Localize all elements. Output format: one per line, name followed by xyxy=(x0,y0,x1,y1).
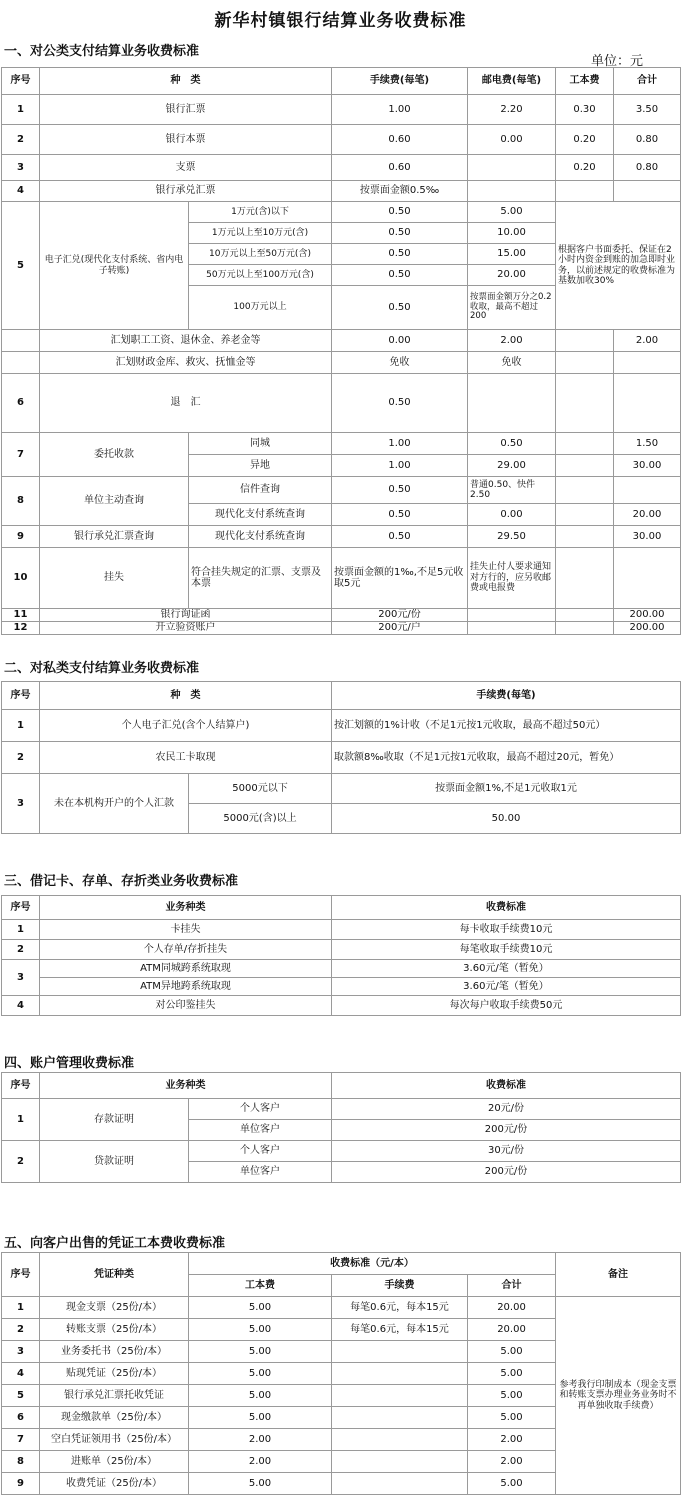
row-fee: 50.00 xyxy=(332,804,681,834)
row-sub: 5000元以下 xyxy=(189,774,332,804)
table-row xyxy=(2,774,681,804)
table-row xyxy=(2,996,681,1016)
row-cost xyxy=(556,330,614,352)
row-kind: 委托收款 xyxy=(40,433,189,477)
row-number: 9 xyxy=(2,526,40,548)
row-standard: 每卡收取手续费10元 xyxy=(332,920,681,940)
col-header-group: 收费标准（元/本） xyxy=(189,1253,556,1275)
row-number: 4 xyxy=(2,996,40,1016)
row-fee: 200元/份 xyxy=(332,609,468,622)
row-total: 200.00 xyxy=(614,622,681,635)
row-standard: 30元/份 xyxy=(332,1141,681,1162)
row-postage: 15.00 xyxy=(468,244,556,265)
table-row xyxy=(2,1141,681,1162)
row-fee: 取款额8‰收取（不足1元按1元收取，最高不超过20元，暂免） xyxy=(332,742,681,774)
table-header-row xyxy=(2,1073,681,1099)
col-header-fee: 手续费 xyxy=(332,1275,468,1297)
tier-range: 10万元以上至50万元(含) xyxy=(189,244,332,265)
row-postage xyxy=(468,374,556,433)
row-fee: 免收 xyxy=(332,352,468,374)
row-kind: 存款证明 xyxy=(40,1099,189,1141)
table-row xyxy=(2,940,681,960)
row-sub: 个人客户 xyxy=(189,1099,332,1120)
row-fee: 按汇划额的1%计收（不足1元按1元收取，最高不超过50元） xyxy=(332,710,681,742)
row-total: 3.50 xyxy=(614,95,681,125)
row-standard: 20元/份 xyxy=(332,1099,681,1120)
row-total: 1.50 xyxy=(614,433,681,455)
row-cost: 0.30 xyxy=(556,95,614,125)
row-cost xyxy=(556,455,614,477)
page-title: 新华村镇银行结算业务收费标准 xyxy=(214,11,467,31)
col-header-standard: 收费标准 xyxy=(332,1073,681,1099)
row-number: 2 xyxy=(2,742,40,774)
table-row xyxy=(2,622,681,635)
col-header-total: 合计 xyxy=(614,68,681,95)
row-kind: 对公印鉴挂失 xyxy=(40,996,332,1016)
row-cost: 5.00 xyxy=(189,1341,332,1363)
row-kind: 支票 xyxy=(40,155,332,181)
col-header-no: 序号 xyxy=(2,1073,40,1099)
row-number: 6 xyxy=(2,1407,40,1429)
row-kind: 卡挂失 xyxy=(40,920,332,940)
row-kind: 银行承兑汇票托收凭证 xyxy=(40,1385,189,1407)
row-total xyxy=(614,374,681,433)
row-fee xyxy=(332,1363,468,1385)
row-sub: 现代化支付系统查询 xyxy=(189,526,332,548)
table-row xyxy=(2,155,681,181)
row-cost: 0.20 xyxy=(556,125,614,155)
row-postage: 29.50 xyxy=(468,526,556,548)
row-kind: 贷款证明 xyxy=(40,1141,189,1183)
row-fee xyxy=(332,1429,468,1451)
row-number: 2 xyxy=(2,1319,40,1341)
row-sub: 信件查询 xyxy=(189,477,332,504)
account-fee-table xyxy=(1,1072,681,1183)
row-total xyxy=(614,181,681,202)
table-header-row xyxy=(2,896,681,920)
row-kind: 空白凭证领用书（25份/本） xyxy=(40,1429,189,1451)
col-header-cost: 工本费 xyxy=(189,1275,332,1297)
row-postage: 0.50 xyxy=(468,433,556,455)
row-number: 5 xyxy=(2,202,40,330)
row-kind: 挂失 xyxy=(40,548,189,609)
row-number: 2 xyxy=(2,940,40,960)
row-total: 5.00 xyxy=(468,1341,556,1363)
row-cost xyxy=(556,504,614,526)
table-header-row xyxy=(2,68,681,95)
row-postage xyxy=(468,622,556,635)
row-fee: 0.00 xyxy=(332,330,468,352)
row-fee: 0.50 xyxy=(332,374,468,433)
row-number: 3 xyxy=(2,1341,40,1363)
col-header-kind: 种 类 xyxy=(40,682,332,710)
row-fee: 0.60 xyxy=(332,125,468,155)
row-total: 2.00 xyxy=(614,330,681,352)
row-number: 2 xyxy=(2,125,40,155)
row-postage: 普通0.50、快件2.50 xyxy=(468,477,556,504)
row-cost xyxy=(556,433,614,455)
row-number: 1 xyxy=(2,1297,40,1319)
row-cost: 5.00 xyxy=(189,1319,332,1341)
row-number: 8 xyxy=(2,1451,40,1473)
row-cost xyxy=(556,609,614,622)
col-header-kind: 种 类 xyxy=(40,68,332,95)
col-header-postage: 邮电费(每笔) xyxy=(468,68,556,95)
row-total: 2.00 xyxy=(468,1429,556,1451)
row-number: 9 xyxy=(2,1473,40,1495)
table-row xyxy=(2,374,681,433)
row-kind: 贴现凭证（25份/本） xyxy=(40,1363,189,1385)
row-cost: 2.00 xyxy=(189,1429,332,1451)
row-total: 5.00 xyxy=(468,1385,556,1407)
row-cost: 5.00 xyxy=(189,1385,332,1407)
row-postage: 29.00 xyxy=(468,455,556,477)
row-number: 3 xyxy=(2,155,40,181)
col-header-no: 序号 xyxy=(2,682,40,710)
row-postage: 0.00 xyxy=(468,504,556,526)
row-total: 30.00 xyxy=(614,455,681,477)
row-number: 6 xyxy=(2,374,40,433)
table-row xyxy=(2,526,681,548)
row-number: 12 xyxy=(2,622,40,635)
remark-cell: 参考我行印制成本（现金支票和转账支票办理业务业务时不再单独收取手续费） xyxy=(556,1297,681,1495)
table-row xyxy=(2,920,681,940)
row-number: 10 xyxy=(2,548,40,609)
row-kind: 个人电子汇兑(含个人结算户) xyxy=(40,710,332,742)
row-fee: 0.50 xyxy=(332,202,468,223)
row-fee: 0.50 xyxy=(332,526,468,548)
section3-heading: 三、借记卡、存单、存折类业务收费标准 xyxy=(4,874,239,889)
table-row xyxy=(2,609,681,622)
table-row xyxy=(2,548,681,609)
row-total: 5.00 xyxy=(468,1363,556,1385)
section1-heading: 一、对公类支付结算业务收费标准 xyxy=(4,44,200,59)
row-standard: 3.60元/笔（暂免） xyxy=(332,960,681,978)
row-postage: 按票面金额万分之0.2收取，最高不超过200 xyxy=(468,286,556,330)
row-kind: 银行询证函 xyxy=(40,609,332,622)
corporate-fee-table xyxy=(1,67,681,635)
table-row xyxy=(2,433,681,455)
row-kind: 开立验资账户 xyxy=(40,622,332,635)
row-kind: 个人存单/存折挂失 xyxy=(40,940,332,960)
row-number: 4 xyxy=(2,1363,40,1385)
row-kind: 退 汇 xyxy=(40,374,332,433)
col-header-total: 合计 xyxy=(468,1275,556,1297)
row-sub: 现代化支付系统查询 xyxy=(189,504,332,526)
tier-range: 1万元以上至10万元(含) xyxy=(189,223,332,244)
row-cost xyxy=(556,181,614,202)
row-number: 1 xyxy=(2,1099,40,1141)
table-row xyxy=(2,95,681,125)
row-total: 20.00 xyxy=(614,504,681,526)
row-kind: 未在本机构开户的个人汇款 xyxy=(40,774,189,834)
row-postage: 挂失止付人要求通知对方行的，应另收邮费或电报费 xyxy=(468,548,556,609)
row-total: 20.00 xyxy=(468,1319,556,1341)
table-row xyxy=(2,352,681,374)
row-fee: 按票面金额1%,不足1元收取1元 xyxy=(332,774,681,804)
row-fee: 1.00 xyxy=(332,95,468,125)
row-postage: 20.00 xyxy=(468,265,556,286)
row-fee xyxy=(332,1473,468,1495)
row-cost: 5.00 xyxy=(189,1407,332,1429)
row-cost: 0.20 xyxy=(556,155,614,181)
row-total: 30.00 xyxy=(614,526,681,548)
row-number: 3 xyxy=(2,960,40,996)
table-row xyxy=(2,125,681,155)
col-header-no: 序号 xyxy=(2,1253,40,1297)
row-total: 2.00 xyxy=(468,1451,556,1473)
row-number: 11 xyxy=(2,609,40,622)
col-header-kind: 业务种类 xyxy=(40,1073,332,1099)
table-row xyxy=(2,477,681,504)
col-header-fee: 手续费(每笔) xyxy=(332,68,468,95)
row-sub: 符合挂失规定的汇票、支票及本票 xyxy=(189,548,332,609)
row-fee: 按票面金额的1‰,不足5元收取5元 xyxy=(332,548,468,609)
row-number: 1 xyxy=(2,710,40,742)
personal-fee-table xyxy=(1,681,681,834)
table-row xyxy=(2,978,681,996)
row-kind: 汇划职工工资、退休金、养老金等 xyxy=(40,330,332,352)
row-cost: 2.00 xyxy=(189,1451,332,1473)
row-postage: 10.00 xyxy=(468,223,556,244)
row-number: 4 xyxy=(2,181,40,202)
section5-heading: 五、向客户出售的凭证工本费收费标准 xyxy=(4,1236,226,1251)
col-header-no: 序号 xyxy=(2,896,40,920)
row-standard: 3.60元/笔（暂免） xyxy=(332,978,681,996)
row-kind: 银行本票 xyxy=(40,125,332,155)
row-fee: 200元/户 xyxy=(332,622,468,635)
row-kind: 汇划财政金库、救灾、抚恤金等 xyxy=(40,352,332,374)
row-postage: 0.00 xyxy=(468,125,556,155)
row-fee xyxy=(332,1451,468,1473)
row-postage: 2.00 xyxy=(468,330,556,352)
row-postage xyxy=(468,155,556,181)
row-cost: 5.00 xyxy=(189,1363,332,1385)
table-row xyxy=(2,202,681,223)
row-fee: 0.50 xyxy=(332,223,468,244)
row-kind: ATM同城跨系统取现 xyxy=(40,960,332,978)
row-kind: 业务委托书（25份/本） xyxy=(40,1341,189,1363)
card-fee-table xyxy=(1,895,681,1016)
row-total: 20.00 xyxy=(468,1297,556,1319)
row-cost xyxy=(556,477,614,504)
col-header-cost: 工本费 xyxy=(556,68,614,95)
row-kind: 银行汇票 xyxy=(40,95,332,125)
row-total: 5.00 xyxy=(468,1407,556,1429)
table-header-row xyxy=(2,682,681,710)
row-cost xyxy=(556,352,614,374)
row-kind: 银行承兑汇票 xyxy=(40,181,332,202)
row-cost xyxy=(556,622,614,635)
row-kind: 农民工卡取现 xyxy=(40,742,332,774)
row-fee: 0.50 xyxy=(332,286,468,330)
row-cost: 5.00 xyxy=(189,1473,332,1495)
row-fee: 按票面金额0.5‰ xyxy=(332,181,468,202)
row-sub: 同城 xyxy=(189,433,332,455)
tier-range: 50万元以上至100万元(含) xyxy=(189,265,332,286)
tier-range: 100万元以上 xyxy=(189,286,332,330)
row-postage: 5.00 xyxy=(468,202,556,223)
section4-heading: 四、账户管理收费标准 xyxy=(4,1056,135,1071)
table-row xyxy=(2,181,681,202)
table-row xyxy=(2,710,681,742)
row-postage xyxy=(468,181,556,202)
col-header-standard: 收费标准 xyxy=(332,896,681,920)
row-number xyxy=(2,330,40,352)
table-header-row xyxy=(2,1253,681,1275)
row-fee: 每笔0.6元，每本15元 xyxy=(332,1297,468,1319)
row-kind: 现金支票（25份/本） xyxy=(40,1297,189,1319)
row-kind: 进账单（25份/本） xyxy=(40,1451,189,1473)
col-header-kind: 凭证种类 xyxy=(40,1253,189,1297)
row-sub: 异地 xyxy=(189,455,332,477)
row-sub: 单位客户 xyxy=(189,1162,332,1183)
row-number: 8 xyxy=(2,477,40,526)
row-postage xyxy=(468,609,556,622)
row-fee: 1.00 xyxy=(332,455,468,477)
row-number: 7 xyxy=(2,433,40,477)
row-fee: 0.50 xyxy=(332,504,468,526)
row-number: 1 xyxy=(2,95,40,125)
row-number: 5 xyxy=(2,1385,40,1407)
table-row xyxy=(2,1099,681,1120)
row-fee: 1.00 xyxy=(332,433,468,455)
col-header-kind: 业务种类 xyxy=(40,896,332,920)
row-postage: 免收 xyxy=(468,352,556,374)
row-kind: 现金缴款单（25份/本） xyxy=(40,1407,189,1429)
row-kind: 单位主动查询 xyxy=(40,477,189,526)
urgent-note: 根据客户书面委托、保证在2小时内资金到账的加急即时业务，以前述规定的收费标准为基数加收30% xyxy=(556,202,681,330)
row-total xyxy=(614,548,681,609)
row-standard: 每次每户收取手续费50元 xyxy=(332,996,681,1016)
row-total: 200.00 xyxy=(614,609,681,622)
tier-range: 1万元(含)以下 xyxy=(189,202,332,223)
row-number xyxy=(2,352,40,374)
row-fee: 0.50 xyxy=(332,244,468,265)
row-total: 0.80 xyxy=(614,155,681,181)
row-standard: 200元/份 xyxy=(332,1162,681,1183)
row-sub: 单位客户 xyxy=(189,1120,332,1141)
row-kind: 转账支票（25份/本） xyxy=(40,1319,189,1341)
row-cost xyxy=(556,526,614,548)
row-cost xyxy=(556,374,614,433)
row-number: 1 xyxy=(2,920,40,940)
table-row xyxy=(2,742,681,774)
row-standard: 200元/份 xyxy=(332,1120,681,1141)
row-fee: 0.50 xyxy=(332,265,468,286)
col-header-remark: 备注 xyxy=(556,1253,681,1297)
row-postage: 2.20 xyxy=(468,95,556,125)
table-row xyxy=(2,1297,681,1319)
row-fee xyxy=(332,1407,468,1429)
row-kind: 收费凭证（25份/本） xyxy=(40,1473,189,1495)
row-total xyxy=(614,352,681,374)
table-row xyxy=(2,960,681,978)
row-number: 2 xyxy=(2,1141,40,1183)
section2-heading: 二、对私类支付结算业务收费标准 xyxy=(4,661,200,676)
col-header-no: 序号 xyxy=(2,68,40,95)
row-fee xyxy=(332,1341,468,1363)
row-standard: 每笔收取手续费10元 xyxy=(332,940,681,960)
row-total: 5.00 xyxy=(468,1473,556,1495)
voucher-fee-table xyxy=(1,1252,681,1495)
row-kind: ATM异地跨系统取现 xyxy=(40,978,332,996)
row-cost xyxy=(556,548,614,609)
row-number: 3 xyxy=(2,774,40,834)
row-fee: 每笔0.6元，每本15元 xyxy=(332,1319,468,1341)
col-header-fee: 手续费(每笔) xyxy=(332,682,681,710)
row-total xyxy=(614,477,681,504)
row-fee: 0.50 xyxy=(332,477,468,504)
row-sub: 5000元(含)以上 xyxy=(189,804,332,834)
row-total: 0.80 xyxy=(614,125,681,155)
row-kind: 电子汇兑(现代化支付系统、省内电子转账) xyxy=(40,202,189,330)
row-kind: 银行承兑汇票查询 xyxy=(40,526,189,548)
row-fee: 0.60 xyxy=(332,155,468,181)
row-cost: 5.00 xyxy=(189,1297,332,1319)
row-fee xyxy=(332,1385,468,1407)
table-row xyxy=(2,330,681,352)
row-number: 7 xyxy=(2,1429,40,1451)
row-sub: 个人客户 xyxy=(189,1141,332,1162)
unit-label: 单位：元 xyxy=(590,54,643,69)
